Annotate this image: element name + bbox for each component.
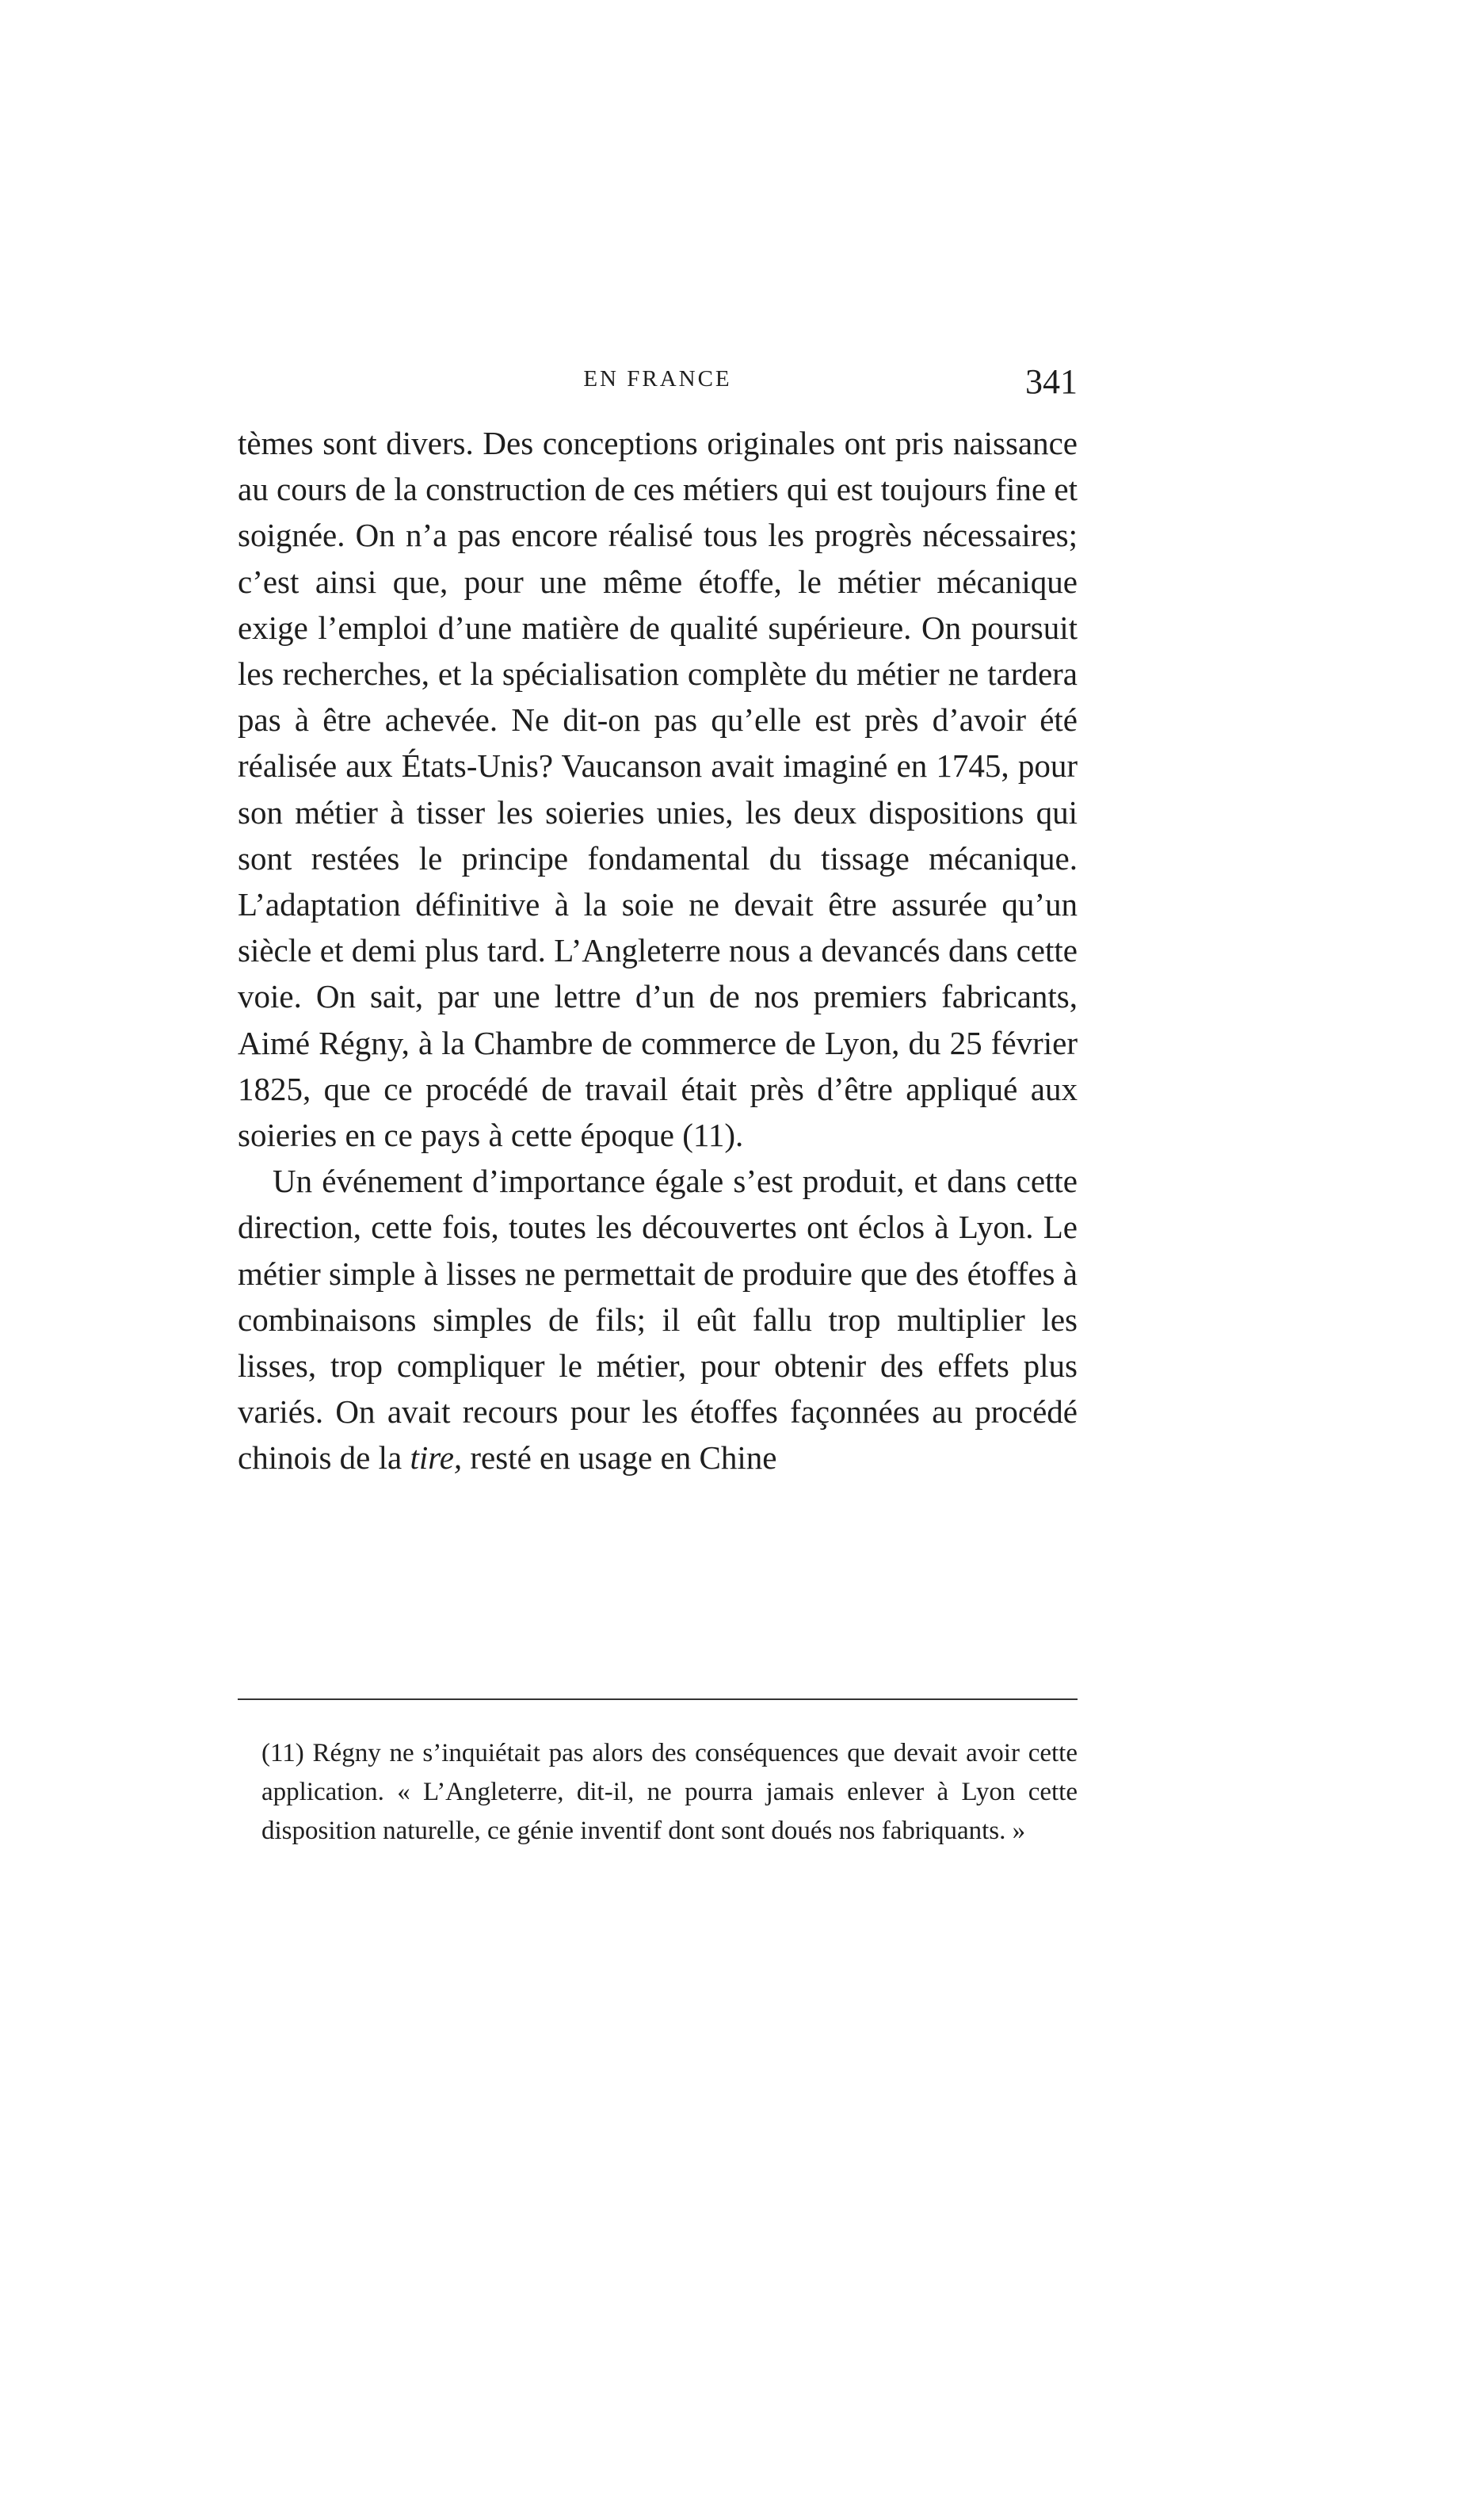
page-header — [238, 361, 1078, 409]
paragraph-2-end: resté en usage en Chine — [470, 1439, 777, 1477]
paragraph-2 — [238, 1158, 1078, 1481]
page-number: 341 — [1025, 362, 1078, 401]
paragraph-1: tèmes sont divers. Des conceptions originales ont pris naissance au cours de la construction de ces métiers qui est toujours fine et soignée. On n’a pas encore réalisé tous les progrès nécessaires; c’est ainsi que, pour une même étoffe, le métier mécanique exige l’emploi d’une matière de qualité supérieure. On poursuit les recherches, et la spécialisation complète du métier ne tardera pas à être achevée. Ne dit-on pas qu’elle est près d’avoir été réalisée aux États-Unis? Vaucanson avait imaginé en 1745, pour son métier à tisser les soieries unies, les deux dispositions qui sont restées le principe fondamental du tissage mécanique. L’adaptation définitive à la soie ne devait être assurée qu’un siècle et demi plus tard. L’Angleterre nous a devancés dans cette voie. On sait, par une lettre d’un de nos premiers fabricants, Aimé Régny, à la Chambre de commerce de Lyon, du 25 février 1825, que ce procédé de travail était près d’être appliqué aux soieries en ce pays à cette époque (11). — [238, 425, 1078, 1154]
running-title: EN FRANCE — [583, 366, 732, 392]
paragraph-2-start: Un événement d’importance égale s’est produit, et dans cette direction, cette fois, toutes les découvertes ont éclos à Lyon. Le métier simple à lisses ne permettait de produire que des étoffes à combinaisons simples de fils; il eût fallu trop multiplier les lisses, trop compliquer le métier, pour obtenir des effets plus variés. On avait recours pour les étoffes façonnées au procédé chinois de la — [238, 1163, 1078, 1477]
footnote-rule — [238, 1698, 1078, 1700]
footnote: (11) Régny ne s’inquiétait pas alors des conséquences que devait avoir cette application. « L’Angleterre, dit-il, ne pourra jamais enlever à Lyon cette disposition naturelle, ce génie inventif dont sont doués nos fabriquants. » — [261, 1739, 1078, 1845]
paragraph-2-italic: tire, — [410, 1439, 463, 1477]
body-text — [238, 420, 1078, 1481]
